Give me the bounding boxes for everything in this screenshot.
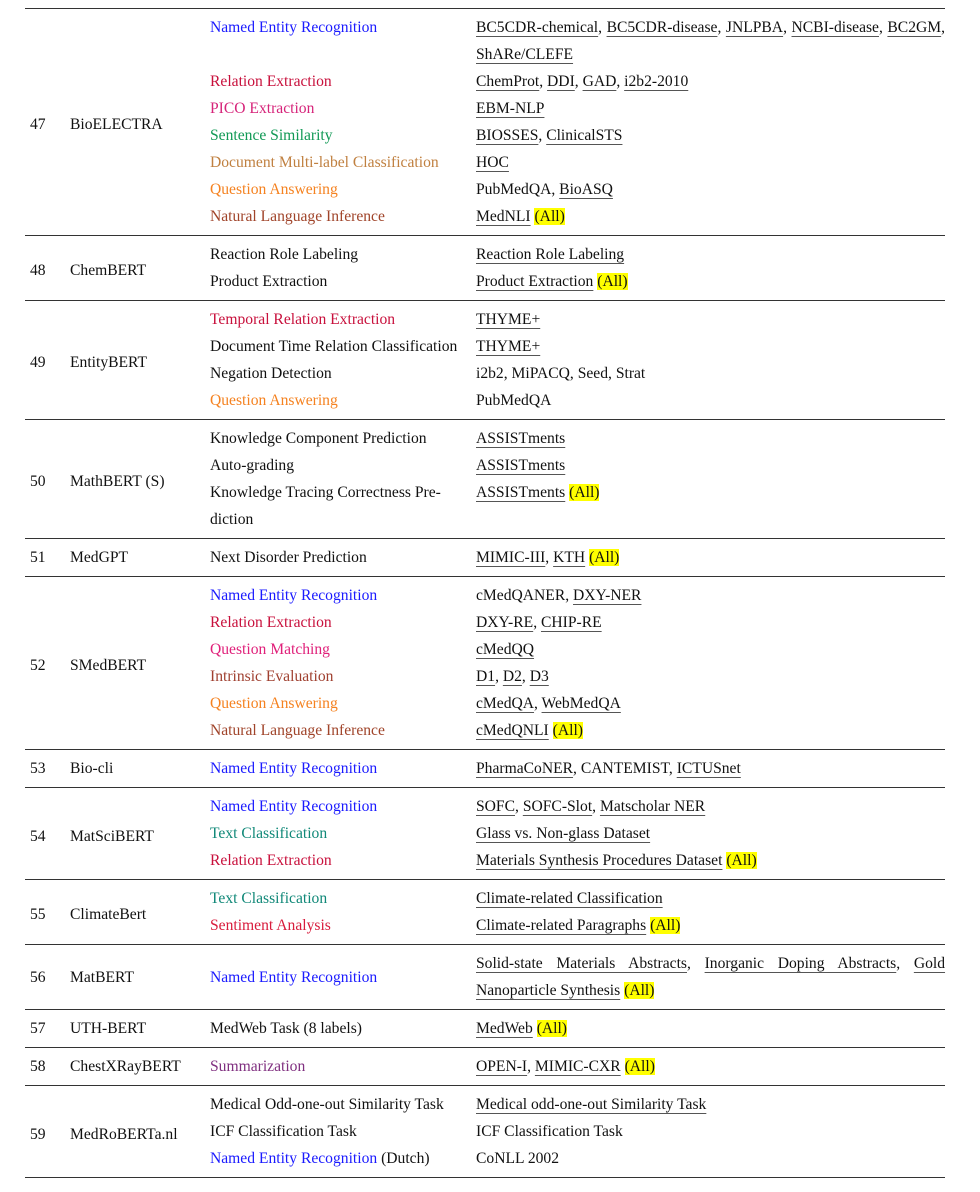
dataset-link[interactable]: MedWeb	[476, 1020, 533, 1037]
datasets-cell	[476, 479, 945, 539]
task-cell	[210, 149, 476, 176]
dataset-link[interactable]: MIMIC-III	[476, 549, 546, 566]
dataset-link[interactable]: Reaction Role Labeling	[476, 246, 625, 263]
task-label: Question Answering	[210, 392, 338, 409]
dataset-link[interactable]: ICTUSnet	[676, 760, 741, 777]
task-cell	[210, 301, 476, 334]
row-number: 48	[30, 262, 46, 279]
row-number: 51	[30, 549, 46, 566]
dataset-link[interactable]: Medical odd-one-out Similarity Task	[476, 1096, 707, 1113]
row-number: 58	[30, 1058, 46, 1075]
task-label: Natural Language Inference	[210, 208, 385, 225]
dataset-link[interactable]: Gold Nanoparticle Synthesis	[476, 955, 946, 999]
task-cell	[210, 609, 476, 636]
datasets-cell	[476, 1118, 945, 1145]
table-row	[25, 945, 945, 1010]
task-label: Relation Extraction	[210, 852, 332, 869]
task-cell	[210, 788, 476, 821]
dataset-link[interactable]: JNLPBA	[725, 19, 784, 36]
dataset-name: MiPACQ	[511, 365, 570, 382]
dataset-link[interactable]: ShARe/CLEFE	[476, 46, 574, 63]
model-name: MathBERT (S)	[70, 473, 165, 490]
task-label: MedWeb Task (8 labels)	[210, 1020, 362, 1037]
dataset-link[interactable]: DXY-RE	[476, 614, 534, 631]
row-number: 47	[30, 116, 46, 133]
datasets-cell	[476, 236, 945, 269]
dataset-link[interactable]: Climate-related Paragraphs	[476, 917, 647, 934]
dataset-link[interactable]: ASSISTments	[476, 484, 566, 501]
task-cell	[210, 268, 476, 301]
datasets-cell: ChemProt, DDI, GAD, i2b2-2010	[476, 73, 689, 90]
all-badge: (All)	[624, 1058, 655, 1075]
task-cell	[210, 333, 476, 360]
row-number: 54	[30, 827, 46, 845]
datasets-cell: PubMedQA, BioASQ	[476, 181, 613, 198]
dataset-link[interactable]: GAD	[582, 73, 617, 90]
datasets-cell	[476, 452, 945, 479]
task-cell	[210, 577, 476, 610]
task-cell	[210, 912, 476, 945]
row-number: 57	[30, 1020, 46, 1037]
model-name: BioELECTRA	[70, 116, 163, 133]
task-label: Temporal Relation Extraction	[210, 311, 396, 328]
dataset-name: ICF Classification Task	[476, 1123, 623, 1140]
table-row	[25, 1048, 945, 1086]
dataset-link[interactable]: Solid-state Materials Abstracts	[476, 955, 687, 972]
all-badge: (All)	[552, 722, 583, 739]
task-cell	[210, 750, 476, 788]
dataset-link[interactable]: D1	[476, 668, 496, 685]
task-cell	[210, 820, 476, 847]
row-number: 53	[30, 760, 46, 777]
all-badge: (All)	[569, 484, 600, 501]
task-label: Text Classification	[210, 890, 328, 907]
model-name: Bio-cli	[70, 760, 114, 777]
dataset-link[interactable]: D2	[502, 668, 522, 685]
task-cell	[210, 880, 476, 913]
task-cell	[210, 636, 476, 663]
model-name: MedGPT	[70, 549, 129, 566]
model-name: ChemBERT	[70, 262, 147, 279]
task-cell	[210, 717, 476, 750]
task-label: Named Entity Recognition	[210, 1150, 378, 1167]
task-label: Reaction Role Labeling	[210, 246, 359, 263]
task-label: Sentence Similarity	[210, 127, 333, 144]
all-badge: (All)	[534, 208, 565, 225]
dataset-link[interactable]: SOFC	[476, 798, 516, 815]
dataset-name: PubMedQA	[476, 181, 552, 198]
task-cell	[210, 847, 476, 880]
table-row	[25, 788, 945, 821]
dataset-name: Seed	[577, 365, 609, 382]
dataset-link[interactable]: CHIP-RE	[540, 614, 602, 631]
datasets-cell	[476, 912, 945, 945]
table-row	[25, 1010, 945, 1048]
datasets-cell: Solid-state Materials Abstracts, Inorganic Doping Abstracts, Gold Nanoparticle Synthesis (All)	[476, 955, 946, 999]
dataset-link[interactable]: BC5CDR-chemical	[476, 19, 599, 36]
task-label: Next Disorder Prediction	[210, 549, 367, 566]
task-cell	[210, 1145, 476, 1178]
table-row	[25, 301, 945, 334]
row-number: 49	[30, 354, 46, 371]
task-label: Document Time Relation Classification	[210, 338, 458, 355]
task-cell	[210, 68, 476, 95]
dataset-link[interactable]: THYME+	[476, 311, 541, 328]
dataset-link[interactable]: Glass vs. Non-glass Dataset	[476, 825, 651, 842]
dataset-link[interactable]: ASSISTments	[476, 457, 566, 474]
dataset-link[interactable]: DXY-NER	[573, 587, 642, 604]
dataset-name: CoNLL 2002	[476, 1150, 560, 1167]
dataset-link[interactable]: NCBI-disease	[791, 19, 879, 36]
table-row	[25, 236, 945, 269]
dataset-name: Strat	[615, 365, 646, 382]
task-cell	[210, 360, 476, 387]
task-cell	[210, 1048, 476, 1086]
task-label: Knowledge Tracing Correctness Prediction	[210, 484, 441, 528]
task-label: Named Entity Recognition	[210, 760, 378, 777]
task-label: Intrinsic Evaluation	[210, 668, 334, 685]
dataset-link[interactable]: MedNLI	[476, 208, 531, 225]
dataset-link[interactable]: WebMedQA	[541, 695, 621, 712]
task-cell	[210, 420, 476, 453]
dataset-link[interactable]: Inorganic Doping Abstracts	[704, 955, 897, 972]
task-label: Text Classification	[210, 825, 328, 842]
datasets-cell: MIMIC-III, KTH (All)	[476, 549, 620, 566]
task-label: Question Answering	[210, 695, 338, 712]
task-cell	[210, 236, 476, 269]
dataset-link[interactable]: EBM-NLP	[476, 100, 545, 117]
model-name: MatBERT	[70, 968, 135, 986]
model-name: SMedBERT	[70, 657, 147, 674]
datasets-cell	[476, 95, 945, 122]
dataset-name: CANTEMIST	[580, 760, 669, 777]
table-row	[25, 880, 945, 913]
dataset-link[interactable]: D3	[529, 668, 549, 685]
dataset-name: cMedQANER	[476, 587, 566, 604]
datasets-cell	[476, 847, 945, 880]
task-cell	[210, 663, 476, 690]
dataset-link[interactable]: cMedQA	[476, 695, 535, 712]
model-name: MatSciBERT	[70, 827, 154, 845]
datasets-cell	[476, 333, 945, 360]
datasets-cell	[476, 203, 945, 236]
datasets-cell: BIOSSES, ClinicalSTS	[476, 127, 623, 144]
dataset-link[interactable]: BioASQ	[559, 181, 613, 198]
dataset-name: i2b2	[476, 365, 504, 382]
model-name: MedRoBERTa.nl	[70, 1125, 178, 1143]
datasets-cell: i2b2, MiPACQ, Seed, Strat	[476, 365, 646, 382]
task-label: Negation Detection	[210, 365, 332, 382]
task-cell	[210, 690, 476, 717]
datasets-cell	[476, 268, 945, 301]
dataset-link[interactable]: cMedQNLI	[476, 722, 549, 739]
task-label: Named Entity Recognition	[210, 19, 378, 36]
model-name: ChestXRayBERT	[70, 1058, 181, 1075]
dataset-link[interactable]: ASSISTments	[476, 430, 566, 447]
dataset-link[interactable]: BC2GM	[887, 19, 942, 36]
dataset-link[interactable]: ClinicalSTS	[546, 127, 623, 144]
table-row	[25, 1086, 945, 1119]
dataset-link[interactable]: Product Extraction	[476, 273, 594, 290]
model-table-container	[25, 8, 945, 1178]
task-label: Relation Extraction	[210, 614, 332, 631]
task-cell	[210, 1010, 476, 1048]
dataset-link[interactable]: KTH	[553, 549, 586, 566]
all-badge: (All)	[624, 982, 655, 999]
all-badge: (All)	[536, 1020, 567, 1037]
dataset-link[interactable]: i2b2-2010	[624, 73, 689, 90]
row-number: 55	[30, 906, 46, 923]
task-cell	[210, 203, 476, 236]
table-row	[25, 577, 945, 610]
dataset-link[interactable]: DDI	[547, 73, 575, 90]
dataset-link[interactable]: MIMIC-CXR	[534, 1058, 621, 1075]
table-row	[25, 9, 945, 69]
all-badge: (All)	[726, 852, 757, 869]
dataset-link[interactable]: Materials Synthesis Procedures Dataset	[476, 852, 723, 869]
datasets-cell	[476, 420, 945, 453]
datasets-cell	[476, 1010, 945, 1048]
row-number: 52	[30, 657, 46, 674]
task-label: Question Answering	[210, 181, 338, 198]
task-label: Named Entity Recognition	[210, 798, 378, 815]
task-cell	[210, 9, 476, 69]
datasets-cell	[476, 387, 945, 420]
task-label: PICO Extraction	[210, 100, 315, 117]
datasets-cell: BC5CDR-chemical, BC5CDR-disease, JNLPBA, NCBI-disease, BC2GM, ShARe/CLEFE	[476, 19, 946, 63]
datasets-cell	[476, 1086, 945, 1119]
row-number: 50	[30, 473, 46, 490]
task-label: Product Extraction	[210, 273, 328, 290]
task-cell	[210, 1118, 476, 1145]
model-name: ClimateBert	[70, 906, 147, 923]
row-number: 59	[30, 1125, 46, 1143]
task-label: ICF Classification Task	[210, 1123, 357, 1140]
dataset-link[interactable]: BIOSSES	[476, 127, 539, 144]
dataset-link[interactable]: OPEN-I	[476, 1058, 528, 1075]
table-row	[25, 420, 945, 453]
task-cell	[210, 479, 476, 539]
task-label: Document Multi-label Classification	[210, 154, 439, 171]
task-label: Natural Language Inference	[210, 722, 385, 739]
task-cell	[210, 176, 476, 203]
model-name: EntityBERT	[70, 354, 148, 371]
dataset-link[interactable]: BC5CDR-disease	[606, 19, 718, 36]
task-label: Sentiment Analysis	[210, 917, 331, 934]
datasets-cell: SOFC, SOFC-Slot, Matscholar NER	[476, 798, 706, 815]
task-label: Medical Odd-one-out Similarity Task	[210, 1096, 444, 1113]
task-cell	[210, 387, 476, 420]
task-cell	[210, 1086, 476, 1119]
datasets-cell	[476, 149, 945, 176]
dataset-link[interactable]: SOFC-Slot	[522, 798, 593, 815]
dataset-link[interactable]: HOC	[476, 154, 509, 171]
dataset-link[interactable]: PharmaCoNER	[476, 760, 574, 777]
datasets-cell: PharmaCoNER, CANTEMIST, ICTUSnet	[476, 760, 741, 777]
model-name: UTH-BERT	[70, 1020, 147, 1037]
row-number: 56	[30, 968, 46, 986]
datasets-cell: cMedQA, WebMedQA	[476, 695, 621, 712]
all-badge: (All)	[589, 549, 620, 566]
task-label: Auto-grading	[210, 457, 295, 474]
dataset-link[interactable]: THYME+	[476, 338, 541, 355]
table-row	[25, 539, 945, 577]
task-label: Relation Extraction	[210, 73, 332, 90]
datasets-cell: D1, D2, D3	[476, 668, 549, 685]
datasets-cell	[476, 880, 945, 913]
task-cell	[210, 452, 476, 479]
datasets-cell: cMedQANER, DXY-NER	[476, 587, 642, 604]
dataset-link[interactable]: cMedQQ	[476, 641, 535, 658]
task-label: Knowledge Component Prediction	[210, 430, 427, 447]
datasets-cell	[476, 301, 945, 334]
dataset-name: PubMedQA	[476, 392, 552, 409]
datasets-cell	[476, 820, 945, 847]
dataset-link[interactable]: Climate-related Classification	[476, 890, 663, 907]
datasets-cell	[476, 717, 945, 750]
task-label: Question Matching	[210, 641, 330, 658]
dataset-link[interactable]: ChemProt	[476, 73, 540, 90]
datasets-cell: DXY-RE, CHIP-RE	[476, 614, 602, 631]
task-cell	[210, 95, 476, 122]
task-cell	[210, 539, 476, 577]
datasets-cell: OPEN-I, MIMIC-CXR (All)	[476, 1058, 655, 1075]
task-label: Named Entity Recognition	[210, 587, 378, 604]
task-cell	[210, 122, 476, 149]
all-badge: (All)	[650, 917, 681, 934]
task-label: Summarization	[210, 1058, 306, 1075]
datasets-cell	[476, 636, 945, 663]
all-badge: (All)	[597, 273, 628, 290]
table-row	[25, 750, 945, 788]
task-suffix: (Dutch)	[377, 1150, 430, 1167]
datasets-cell	[476, 1145, 945, 1178]
model-task-table	[25, 8, 945, 1178]
task-label: Named Entity Recognition	[210, 968, 378, 986]
task-cell	[210, 945, 476, 1010]
dataset-link[interactable]: Matscholar NER	[599, 798, 706, 815]
